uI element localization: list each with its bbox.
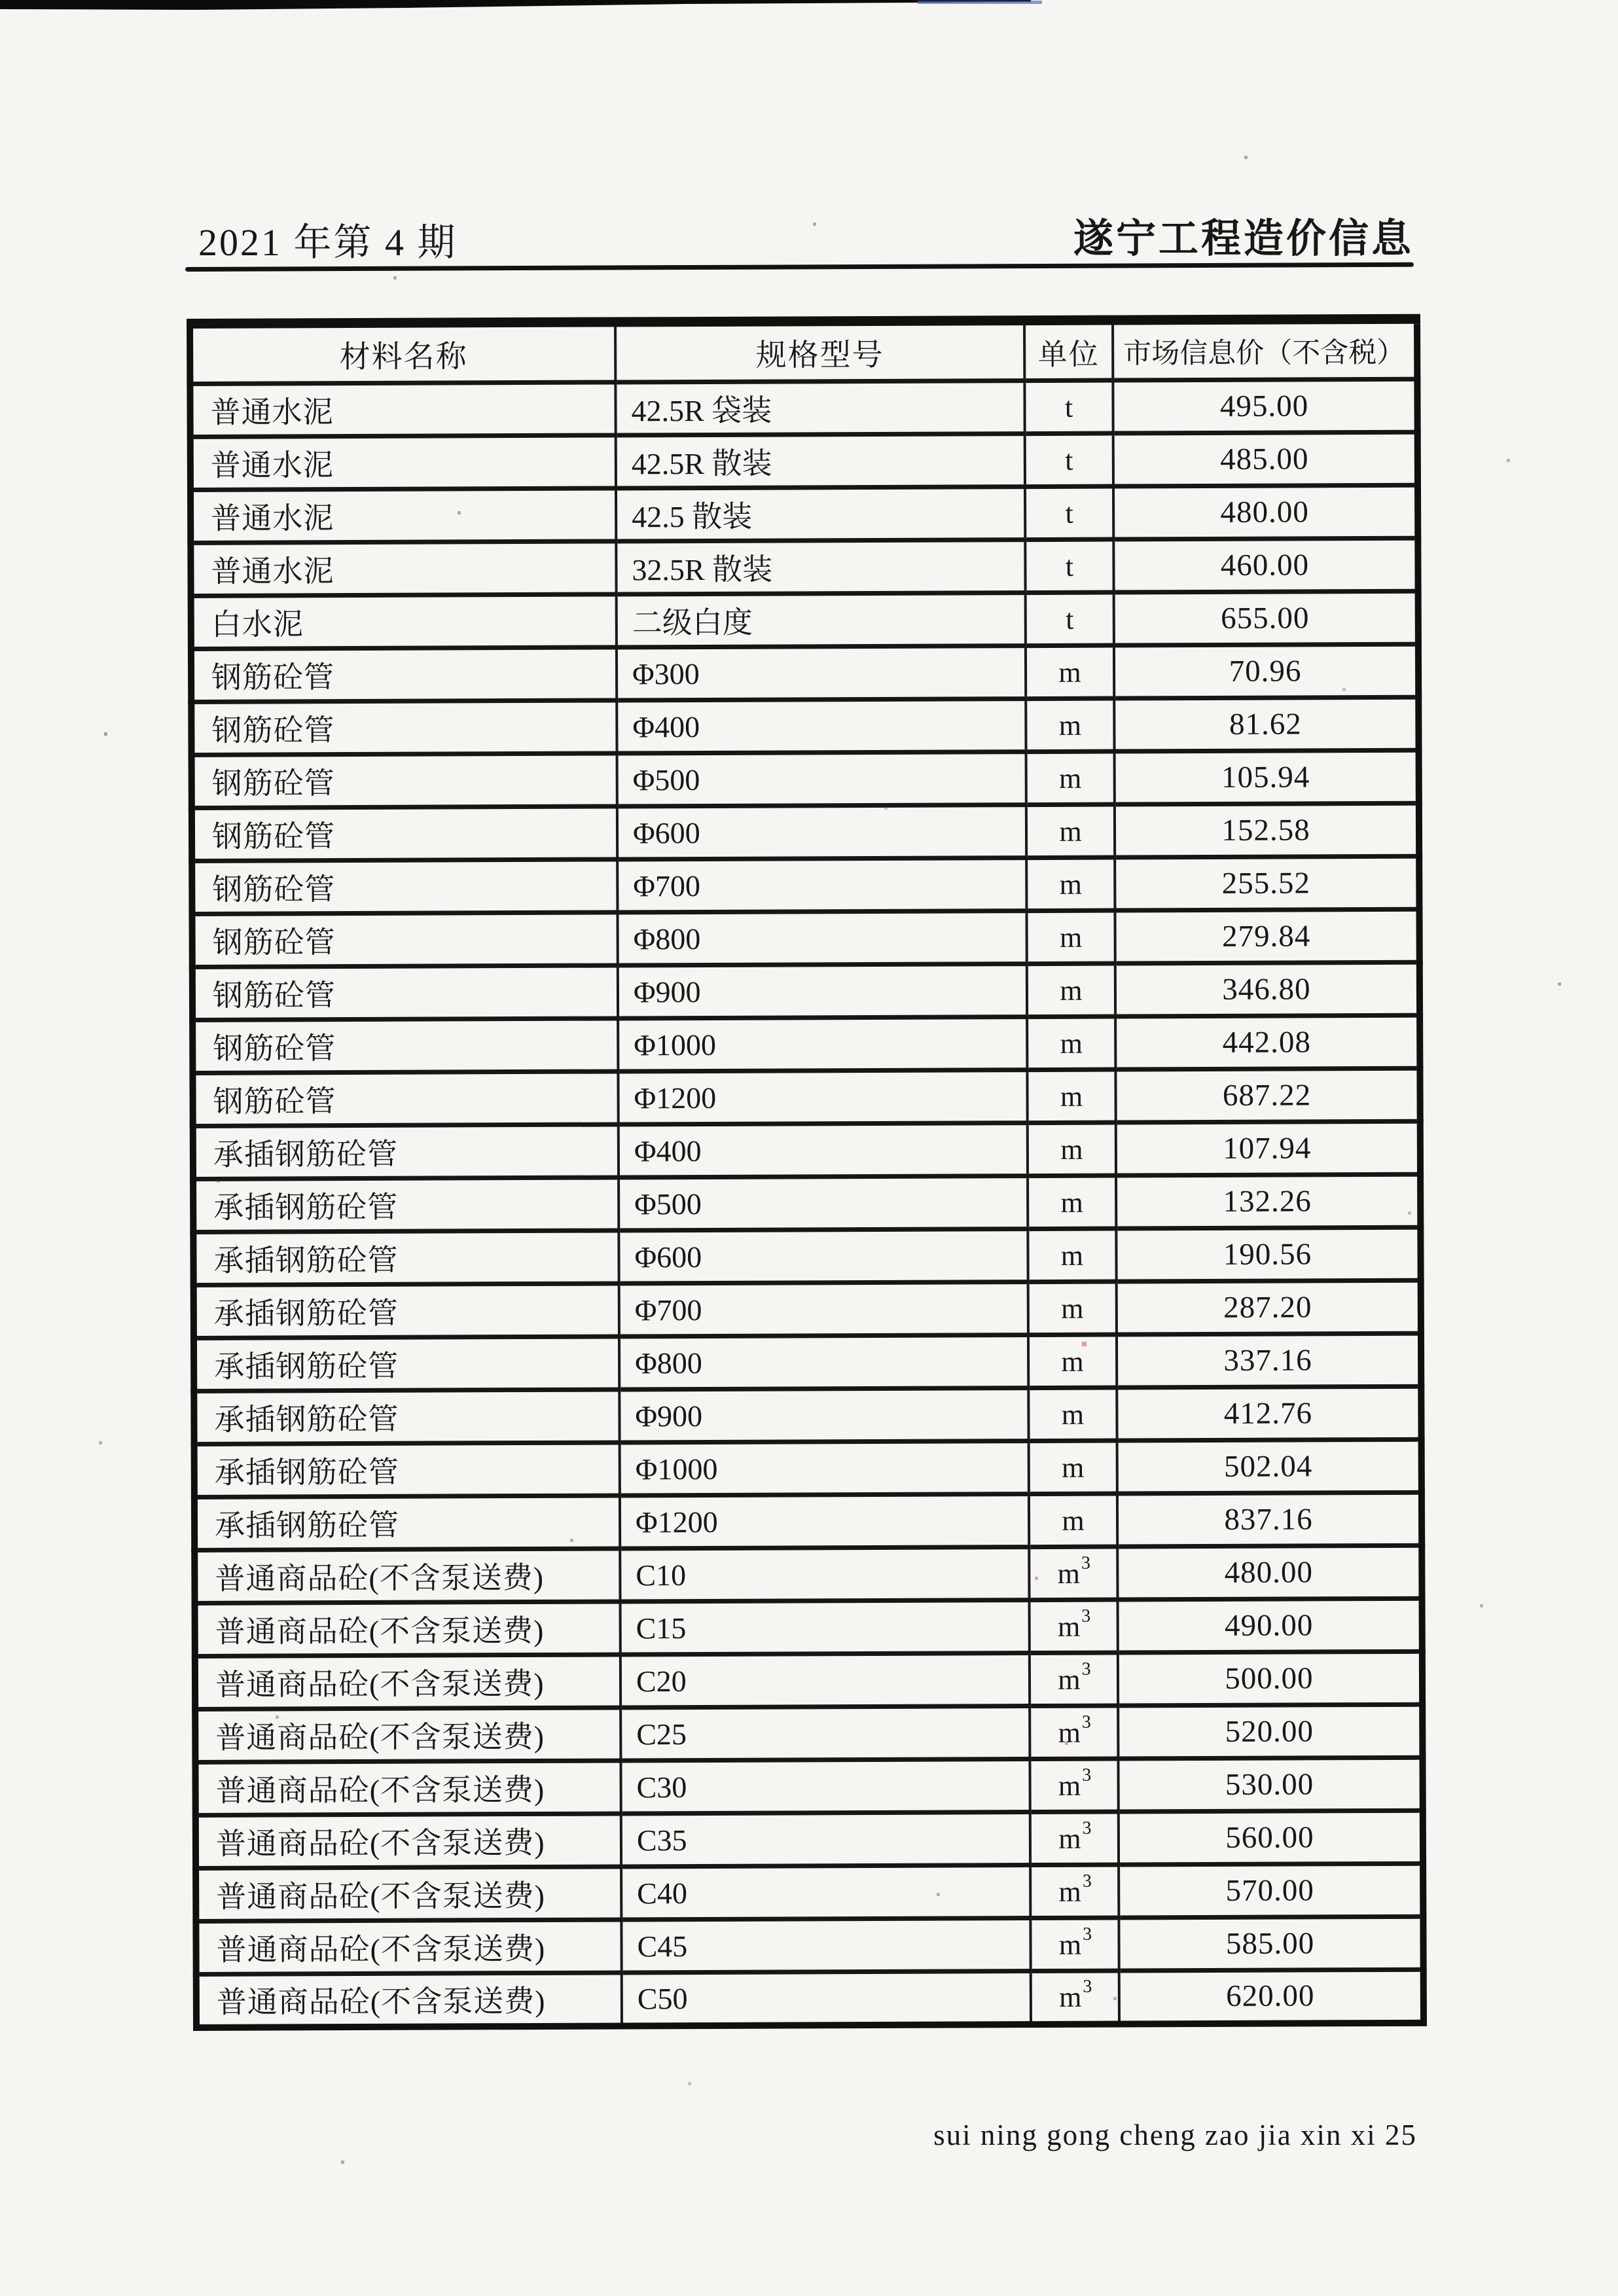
table-row xyxy=(194,1333,1421,1391)
cell-spec-model: Φ900 xyxy=(619,1388,1028,1443)
unit-base: m xyxy=(1057,1610,1081,1643)
cell-unit xyxy=(1029,1547,1117,1600)
cell-unit xyxy=(1026,910,1115,964)
cell-market-price: 442.08 xyxy=(1115,1015,1420,1069)
cell-material-name: 普通商品砼(不含泵送费) xyxy=(195,1708,620,1762)
table-body xyxy=(190,379,1424,2027)
table-row xyxy=(192,856,1419,914)
cell-unit xyxy=(1031,1971,1119,2024)
cell-material-name: 钢筋砼管 xyxy=(192,965,618,1020)
unit-base: m xyxy=(1058,1822,1081,1855)
cell-spec-model: C10 xyxy=(620,1547,1029,1602)
cell-unit xyxy=(1028,1335,1117,1388)
issue-label: 2021 年第 4 期 xyxy=(198,221,458,264)
cell-market-price: 570.00 xyxy=(1119,1863,1423,1918)
cell-market-price: 620.00 xyxy=(1119,1969,1424,2024)
unit-exponent: 3 xyxy=(1083,1976,1092,1997)
cell-spec-model: C40 xyxy=(621,1865,1030,1920)
cell-spec-model: Φ400 xyxy=(619,1123,1028,1177)
cell-unit xyxy=(1026,751,1115,805)
cell-material-name: 承插钢筋砼管 xyxy=(194,1390,619,1444)
table-row xyxy=(193,1121,1420,1179)
cell-unit xyxy=(1028,1229,1116,1282)
cell-spec-model: 42.5R 散装 xyxy=(616,434,1025,488)
cell-material-name: 普通水泥 xyxy=(190,382,615,437)
cell-material-name: 普通商品砼(不含泵送费) xyxy=(195,1655,620,1709)
table-row xyxy=(196,1916,1423,1974)
table-row xyxy=(192,1015,1420,1073)
column-header-unit: 单位 xyxy=(1024,320,1113,381)
table-row xyxy=(194,1439,1422,1497)
unit-base: m xyxy=(1057,1557,1081,1590)
cell-market-price: 70.96 xyxy=(1114,644,1418,698)
cell-spec-model: Φ1200 xyxy=(618,1070,1027,1124)
cell-material-name: 承插钢筋砼管 xyxy=(193,1124,619,1179)
cell-material-name: 钢筋砼管 xyxy=(192,912,617,967)
cell-material-name: 钢筋砼管 xyxy=(192,806,617,861)
cell-market-price: 500.00 xyxy=(1118,1651,1422,1706)
cell-spec-model: Φ400 xyxy=(617,699,1026,753)
scanner-edge-artifact-blue xyxy=(918,1,1042,4)
unit-base: m xyxy=(1060,1239,1084,1272)
cell-market-price: 81.62 xyxy=(1114,697,1418,751)
cell-material-name: 白水泥 xyxy=(191,594,617,649)
cell-market-price: 279.84 xyxy=(1115,909,1419,963)
cell-market-price: 490.00 xyxy=(1118,1598,1422,1653)
cell-unit xyxy=(1025,539,1113,593)
unit-exponent: 3 xyxy=(1081,1605,1091,1626)
cell-material-name: 普通商品砼(不含泵送费) xyxy=(196,1814,621,1868)
cell-spec-model: C20 xyxy=(620,1653,1030,1708)
table-row xyxy=(193,1227,1420,1285)
unit-base: m xyxy=(1058,1769,1081,1802)
cell-market-price: 837.16 xyxy=(1117,1492,1422,1547)
cell-market-price: 460.00 xyxy=(1113,538,1418,592)
unit-exponent: 3 xyxy=(1082,1765,1092,1785)
unit-base: m xyxy=(1060,1080,1083,1113)
column-header-market-price: 市场信息价（不含税） xyxy=(1113,319,1417,380)
cell-spec-model: Φ500 xyxy=(617,752,1026,806)
cell-unit xyxy=(1030,1812,1119,1865)
cell-spec-model: C35 xyxy=(621,1812,1030,1867)
cell-spec-model: Φ800 xyxy=(619,1335,1028,1390)
cell-spec-model: 42.5 散装 xyxy=(616,487,1025,541)
table-row xyxy=(196,1863,1423,1921)
cell-spec-model: C45 xyxy=(621,1918,1030,1973)
price-table xyxy=(187,314,1427,2031)
table-row xyxy=(191,591,1418,649)
cell-material-name: 钢筋砼管 xyxy=(192,753,617,808)
cell-unit xyxy=(1026,804,1115,858)
cell-material-name: 钢筋砼管 xyxy=(192,1018,618,1073)
cell-market-price: 502.04 xyxy=(1117,1439,1422,1494)
unit-base: m xyxy=(1060,1186,1083,1219)
cell-unit xyxy=(1028,1282,1117,1335)
unit-base: m xyxy=(1059,921,1083,954)
unit-exponent: 3 xyxy=(1081,1552,1090,1573)
cell-market-price: 585.00 xyxy=(1119,1916,1423,1971)
table-row xyxy=(192,750,1419,808)
cell-spec-model: Φ300 xyxy=(617,646,1026,700)
table-row xyxy=(190,379,1417,437)
cell-unit xyxy=(1027,963,1115,1017)
cell-market-price: 560.00 xyxy=(1119,1810,1423,1865)
table-row xyxy=(192,962,1420,1020)
unit-base: m xyxy=(1058,656,1081,689)
cell-unit xyxy=(1030,1600,1118,1653)
unit-exponent: 3 xyxy=(1082,1818,1092,1839)
cell-unit xyxy=(1024,380,1113,434)
cell-material-name: 普通商品砼(不含泵送费) xyxy=(196,1867,621,1921)
cell-material-name: 普通水泥 xyxy=(190,435,616,490)
cell-unit xyxy=(1028,1122,1116,1176)
table-row xyxy=(195,1704,1422,1762)
cell-material-name: 钢筋砼管 xyxy=(192,859,617,914)
cell-spec-model: 32.5R 散装 xyxy=(616,540,1025,594)
unit-base: t xyxy=(1065,444,1073,476)
cell-spec-model: 二级白度 xyxy=(617,593,1026,647)
unit-base: t xyxy=(1064,391,1073,423)
cell-market-price: 132.26 xyxy=(1116,1174,1420,1229)
unit-base: m xyxy=(1058,709,1082,742)
cell-material-name: 钢筋砼管 xyxy=(191,647,617,702)
cell-spec-model: Φ500 xyxy=(619,1176,1028,1230)
cell-market-price: 287.20 xyxy=(1117,1280,1421,1335)
table-row xyxy=(194,1386,1421,1444)
unit-base: m xyxy=(1058,1663,1081,1696)
cell-unit xyxy=(1026,698,1114,752)
cell-spec-model: Φ700 xyxy=(619,1282,1028,1336)
cell-unit xyxy=(1026,592,1114,646)
unit-base: m xyxy=(1058,1716,1081,1749)
cell-market-price: 105.94 xyxy=(1115,750,1419,804)
cell-unit xyxy=(1029,1494,1117,1547)
cell-market-price: 255.52 xyxy=(1115,856,1419,910)
unit-base: m xyxy=(1060,1027,1083,1060)
unit-base: m xyxy=(1060,1133,1083,1166)
cell-spec-model: C30 xyxy=(620,1759,1030,1814)
unit-base: m xyxy=(1062,1451,1085,1484)
unit-base: m xyxy=(1059,815,1082,848)
cell-material-name: 普通商品砼(不含泵送费) xyxy=(194,1549,620,1603)
table-row xyxy=(196,1810,1423,1868)
cell-material-name: 普通商品砼(不含泵送费) xyxy=(195,1602,620,1656)
table-row xyxy=(196,1969,1424,2027)
cell-material-name: 承插钢筋砼管 xyxy=(193,1177,619,1232)
cell-unit xyxy=(1030,1759,1118,1812)
unit-base: m xyxy=(1061,1292,1084,1325)
column-header-material-name: 材料名称 xyxy=(190,322,615,384)
journal-title: 遂宁工程造价信息 xyxy=(1073,217,1414,261)
table-row xyxy=(190,538,1418,596)
scanner-edge-artifact xyxy=(0,0,1031,10)
cell-material-name: 承插钢筋砼管 xyxy=(193,1230,619,1285)
cell-material-name: 普通商品砼(不含泵送费) xyxy=(196,1920,621,1974)
cell-unit xyxy=(1030,1865,1119,1918)
unit-exponent: 3 xyxy=(1082,1871,1092,1892)
column-header-spec-model: 规格型号 xyxy=(615,321,1024,382)
table-row xyxy=(192,1068,1420,1126)
unit-base: t xyxy=(1065,550,1074,583)
cell-market-price: 346.80 xyxy=(1115,962,1420,1016)
cell-unit xyxy=(1030,1918,1119,1971)
cell-spec-model: Φ700 xyxy=(617,858,1026,912)
table-row xyxy=(194,1492,1422,1550)
cell-market-price: 337.16 xyxy=(1117,1333,1421,1388)
unit-exponent: 3 xyxy=(1083,1924,1092,1945)
table-row xyxy=(192,909,1419,967)
table-row xyxy=(195,1598,1422,1656)
cell-market-price: 480.00 xyxy=(1113,485,1418,539)
cell-market-price: 107.94 xyxy=(1116,1121,1420,1175)
cell-material-name: 承插钢筋砼管 xyxy=(194,1443,620,1497)
cell-material-name: 普通水泥 xyxy=(190,488,616,543)
cell-material-name: 承插钢筋砼管 xyxy=(194,1283,619,1338)
unit-base: t xyxy=(1065,497,1073,529)
table-row xyxy=(191,644,1418,702)
cell-spec-model: Φ900 xyxy=(618,964,1027,1018)
cell-market-price: 495.00 xyxy=(1113,379,1417,433)
unit-exponent: 3 xyxy=(1081,1712,1091,1732)
unit-base: m xyxy=(1058,762,1082,795)
cell-market-price: 152.58 xyxy=(1115,803,1419,857)
table-row xyxy=(190,432,1418,490)
cell-spec-model: Φ1200 xyxy=(620,1494,1029,1549)
cell-spec-model: Φ600 xyxy=(619,1229,1028,1283)
cell-unit xyxy=(1025,486,1113,540)
cell-unit xyxy=(1030,1706,1118,1759)
cell-market-price: 412.76 xyxy=(1117,1386,1421,1441)
cell-unit xyxy=(1029,1441,1117,1494)
cell-spec-model: Φ800 xyxy=(617,911,1026,965)
unit-base: m xyxy=(1062,1504,1085,1537)
cell-unit xyxy=(1027,1069,1115,1123)
table-row xyxy=(195,1651,1422,1709)
cell-material-name: 承插钢筋砼管 xyxy=(194,1336,619,1391)
cell-unit xyxy=(1028,1175,1116,1229)
cell-market-price: 190.56 xyxy=(1116,1227,1420,1282)
cell-spec-model: C50 xyxy=(622,1971,1031,2026)
cell-material-name: 钢筋砼管 xyxy=(192,1071,618,1126)
unit-base: m xyxy=(1061,1398,1085,1431)
unit-exponent: 3 xyxy=(1081,1659,1091,1679)
cell-market-price: 485.00 xyxy=(1113,432,1418,486)
scan-specks xyxy=(0,0,2,2)
cell-material-name: 普通水泥 xyxy=(190,541,616,596)
cell-market-price: 687.22 xyxy=(1115,1068,1420,1122)
cell-material-name: 钢筋砼管 xyxy=(191,700,617,755)
cell-unit xyxy=(1028,1388,1117,1441)
table-header-row xyxy=(190,319,1417,384)
cell-unit xyxy=(1030,1653,1118,1706)
cell-spec-model: Φ1000 xyxy=(620,1441,1029,1496)
unit-base: m xyxy=(1060,974,1083,1007)
table-row xyxy=(193,1174,1420,1232)
table-row xyxy=(194,1545,1422,1603)
cell-spec-model: Φ600 xyxy=(617,805,1026,859)
cell-unit xyxy=(1026,857,1115,911)
cell-spec-model: 42.5R 袋装 xyxy=(615,381,1024,435)
unit-base: m xyxy=(1059,1981,1082,2013)
cell-unit xyxy=(1027,1016,1115,1070)
unit-base: m xyxy=(1058,1875,1081,1908)
cell-spec-model: Φ1000 xyxy=(618,1017,1027,1071)
unit-base: t xyxy=(1066,603,1074,636)
table-row xyxy=(195,1757,1422,1815)
unit-base: m xyxy=(1061,1345,1084,1378)
cell-material-name: 普通商品砼(不含泵送费) xyxy=(196,1973,622,2027)
cell-material-name: 普通商品砼(不含泵送费) xyxy=(195,1761,620,1815)
cell-spec-model: C15 xyxy=(620,1600,1030,1655)
cell-unit xyxy=(1026,645,1114,699)
cell-spec-model: C25 xyxy=(620,1706,1030,1761)
cell-market-price: 480.00 xyxy=(1117,1545,1422,1600)
cell-market-price: 530.00 xyxy=(1118,1757,1422,1812)
table-row xyxy=(190,485,1418,543)
cell-market-price: 520.00 xyxy=(1118,1704,1422,1759)
cell-unit xyxy=(1025,433,1113,487)
table-row xyxy=(191,697,1418,755)
unit-base: m xyxy=(1059,868,1083,901)
page-footer-pinyin: sui ning gong cheng zao jia xin xi 25 xyxy=(933,2119,1417,2151)
cell-market-price: 655.00 xyxy=(1114,591,1418,645)
table-row xyxy=(192,803,1419,861)
cell-material-name: 承插钢筋砼管 xyxy=(194,1496,620,1550)
unit-base: m xyxy=(1058,1928,1082,1961)
table-row xyxy=(194,1280,1421,1338)
